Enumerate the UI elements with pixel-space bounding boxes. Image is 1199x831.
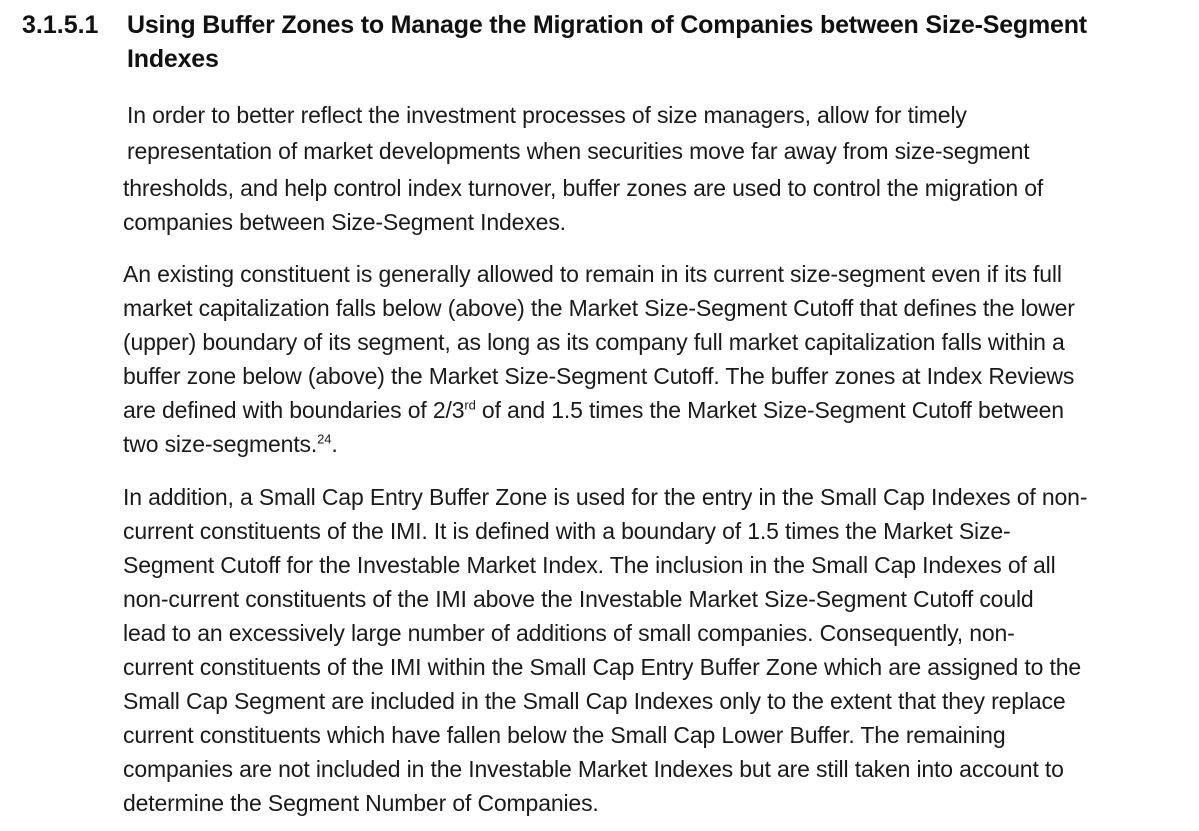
paragraph-line: companies between Size-Segment Indexes. [123, 209, 566, 235]
paragraph-line: current constituents of the IMI. It is defined with a boundary of 1.5 times the Market Size- [123, 518, 1011, 544]
line-text: of and 1.5 times the Market Size-Segment Cutoff between [475, 397, 1064, 423]
paragraph-line: companies are not included in the Investable Market Indexes but are still taken into account to [123, 756, 1064, 782]
paragraph-line: thresholds, and help control index turnover, buffer zones are used to control the migration of [123, 175, 1044, 201]
ordinal-superscript: rd [464, 397, 476, 413]
paragraph-line: (upper) boundary of its segment, as long as its company full market capitalization falls within a [123, 329, 1065, 355]
paragraph-line: determine the Segment Number of Companies. [123, 790, 599, 816]
section-heading [22, 8, 1182, 76]
paragraph-line [123, 394, 1064, 426]
line-text: . [331, 431, 338, 457]
paragraph-line: market capitalization falls below (above) the Market Size-Segment Cutoff that defines the lower [123, 295, 1075, 321]
paragraph-line: lead to an excessively large number of additions of small companies. Consequently, non- [123, 620, 1015, 646]
footnote-reference[interactable]: 24 [317, 431, 332, 447]
line-text: are defined with boundaries of 2/3 [123, 397, 465, 423]
paragraph-line: In order to better reflect the investment processes of size managers, allow for timely [127, 102, 967, 128]
paragraph-line: buffer zone below (above) the Market Size-Segment Cutoff. The buffer zones at Index Reviews [123, 363, 1075, 389]
paragraph-line [123, 428, 338, 460]
paragraph-line: An existing constituent is generally allowed to remain in its current size-segment even if its full [123, 261, 1062, 287]
paragraph-line: In addition, a Small Cap Entry Buffer Zone is used for the entry in the Small Cap Indexes of non- [123, 484, 1088, 510]
section-title [127, 8, 1087, 76]
section-title-line-1: Using Buffer Zones to Manage the Migration of Companies between Size-Segment [127, 11, 1087, 39]
paragraph-line: non-current constituents of the IMI above the Investable Market Size-Segment Cutoff could [123, 586, 1034, 612]
line-text: two size-segments. [123, 431, 318, 457]
paragraph-line: Small Cap Segment are included in the Small Cap Indexes only to the extent that they replace [123, 688, 1066, 714]
paragraph-line: representation of market developments when securities move far away from size-segment [127, 138, 1030, 164]
paragraph-line: current constituents of the IMI within the Small Cap Entry Buffer Zone which are assigned to the [123, 654, 1082, 680]
paragraph-line: Segment Cutoff for the Investable Market Index. The inclusion in the Small Cap Indexes of all [123, 552, 1056, 578]
section-number: 3.1.5.1 [22, 11, 99, 39]
section-title-line-2: Indexes [127, 45, 219, 73]
paragraph-line: current constituents which have fallen below the Small Cap Lower Buffer. The remaining [123, 722, 1006, 748]
